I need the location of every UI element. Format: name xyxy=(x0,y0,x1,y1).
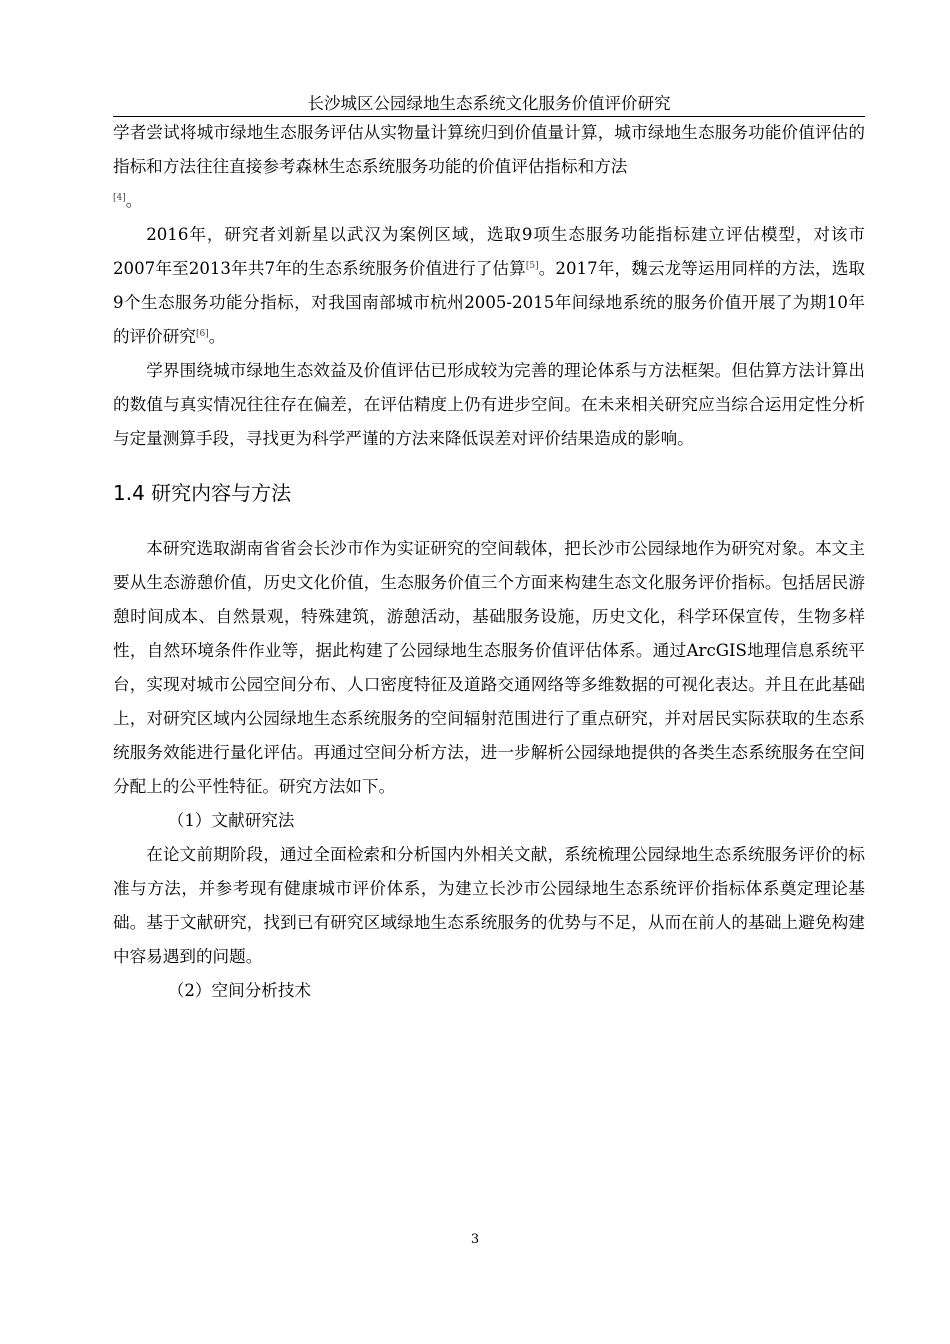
paragraph-3: 学界围绕城市绿地生态效益及价值评估已形成较为完善的理论体系与方法框架。但估算方法计算出的数值与真实情况往往存在偏差，在评估精度上仍有进步空间。在未来相关研究应当综合运用定性分析与定量测算手段，寻找更为科学严谨的方法来降低误差对评价结果造成的影响。 xyxy=(113,361,865,448)
paragraph-2-part-b: 。2017年，魏云龙等运用同样的方法，选取9个生态服务功能分指标，对我国南部城市杭州2005-2015年间绿地系统的服务价值开展了为期10年的评价研究 xyxy=(113,259,865,346)
subheading-literature-method: （1）文献研究法 xyxy=(167,811,295,830)
running-header: 长沙城区公园绿地生态系统文化服务价值评价研究 xyxy=(307,94,671,113)
paragraph-1-tail xyxy=(113,191,142,210)
section-heading-1-4: 1.4 研究内容与方法 xyxy=(113,481,292,505)
paragraph-2-part-a: 2016年，研究者刘新星以武汉为案例区域，选取9项生态服务功能指标建立评估模型，对该市2007年至2013年共7年的生态系统服务价值进行了估算 xyxy=(113,225,865,278)
page-number: 3 xyxy=(470,1232,480,1247)
paragraph-2 xyxy=(113,218,865,354)
paragraph-5: 在论文前期阶段，通过全面检索和分析国内外相关文献，系统梳理公园绿地生态系统服务评价的标准与方法，并参考现有健康城市评价体系，为建立长沙市公园绿地生态系统评价指标体系奠定理论基础。基于文献研究，找到已有研究区域绿地生态系统服务的优势与不足，从而在前人的基础上避免构建中容易遇到的问题。 xyxy=(113,845,865,966)
paragraph-1-end: 。 xyxy=(125,191,143,210)
paragraph-2-part-c: 。 xyxy=(208,327,226,346)
page-body xyxy=(113,116,865,1008)
citation-4[interactable]: [4] xyxy=(113,193,126,203)
subheading-spatial-analysis: （2）空间分析技术 xyxy=(167,981,312,1000)
citation-6[interactable]: [6] xyxy=(195,329,209,339)
citation-5[interactable]: [5] xyxy=(525,261,539,271)
paragraph-1 xyxy=(113,116,865,218)
paragraph-4: 本研究选取湖南省省会长沙市作为实证研究的空间载体，把长沙市公园绿地作为研究对象。本文主要从生态游憩价值，历史文化价值，生态服务价值三个方面来构建生态文化服务评价指标。包括居民游憩时间成本、自然景观，特殊建筑，游憩活动，基础服务设施，历史文化，科学环保宣传，生物多样性，自然环境条件作业等，据此构建了公园绿地生态服务价值评估体系。通过ArcGIS地理信息系统平台，实现对城市公园空间分布、人口密度特征及道路交通网络等多维数据的可视化表达。并且在此基础上，对研究区域内公园绿地生态系统服务的空间辐射范围进行了重点研究，并对居民实际获取的生态系统服务效能进行量化评估。再通过空间分析方法，进一步解析公园绿地提供的各类生态系统服务在空间分配上的公平性特征。研究方法如下。 xyxy=(113,539,865,796)
paragraph-1-text: 学者尝试将城市绿地生态服务评估从实物量计算统归到价值量计算，城市绿地生态服务功能价值评估的指标和方法往往直接参考森林生态系统服务功能的价值评估指标和方法 xyxy=(113,123,865,176)
